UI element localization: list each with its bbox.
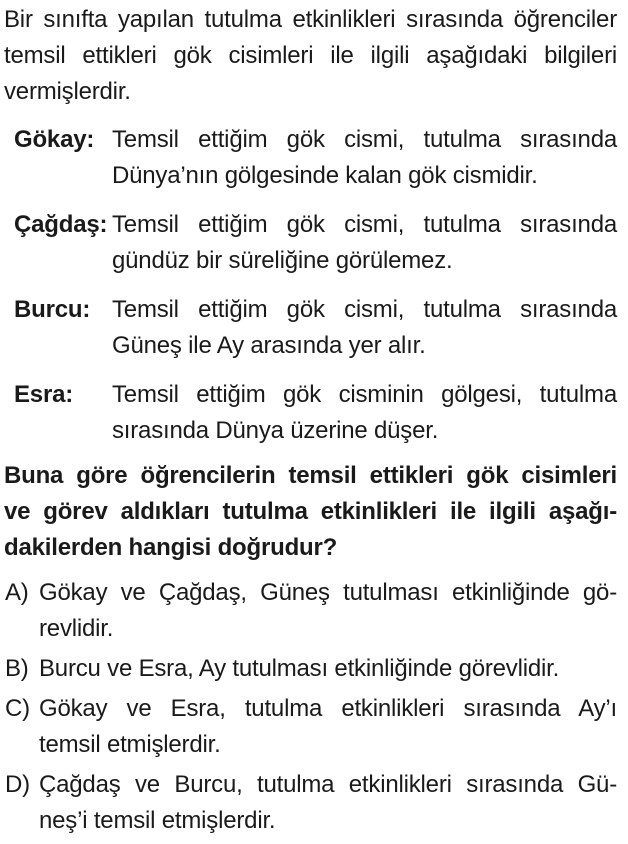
option-letter: A) [5,579,29,606]
option-text-line: Gökay ve Esra, tutulma etkinlikleri sırasında Ay’ı [39,695,617,722]
question-line: Buna göre öğrencilerin temsil ettikleri gök cisimleri [4,462,617,489]
intro-line: temsil ettikleri gök cisimleri ile ilgili aşağıdaki bilgileri [4,42,617,69]
statement-line: Temsil ettiğim gök cisminin gölgesi, tutulma [112,381,617,408]
statement-line: gündüz bir süreliğine görülemez. [112,247,453,274]
intro-line: vermişlerdir. [4,78,131,105]
statement-line: Temsil ettiğim gök cismi, tutulma sırasında [112,126,617,153]
statement-line: sırasında Dünya üzerine düşer. [112,417,439,444]
answer-options [4,575,617,839]
speaker-row-gokay [14,122,617,194]
speaker-name: Esra: [14,381,74,408]
option-text [39,691,617,763]
intro-paragraph [4,2,617,110]
option-text-line: revlidir. [39,615,114,642]
option-text [39,651,617,687]
speaker-row-cagdas [14,207,617,279]
statement-line: Güneş ile Ay arasında yer alır. [112,332,426,359]
option-text-line: Burcu ve Esra, Ay tutulması etkinliğinde görevlidir. [39,655,560,682]
speaker-row-burcu [14,292,617,364]
option-letter: D) [5,771,30,798]
question-line: ve görev aldıkları tutulma etkinlikleri ile ilgili aşağı- [4,498,617,525]
speaker-name: Burcu: [14,296,91,323]
option-d [5,767,617,839]
option-letter: C) [5,695,30,722]
option-text-line: Gökay ve Çağdaş, Güneş tutulması etkinliğinde gö- [39,579,617,606]
speaker-row-esra [14,377,617,449]
speaker-statement [112,122,617,194]
option-a [5,575,617,647]
question-paragraph [4,458,617,566]
speaker-statement [112,207,617,279]
question-line: dakilerden hangisi doğrudur? [4,534,338,561]
option-text-line: temsil etmişlerdir. [39,731,221,758]
option-text [39,575,617,647]
option-c [5,691,617,763]
statement-line: Temsil ettiğim gök cismi, tutulma sırasında [112,211,617,238]
speaker-statement [112,292,617,364]
option-letter: B) [5,655,29,682]
statement-line: Temsil ettiğim gök cismi, tutulma sırasında [112,296,617,323]
option-b [5,651,617,687]
option-text-line: neş’i temsil etmişlerdir. [39,807,276,834]
speaker-name: Gökay: [14,126,95,153]
speaker-name: Çağdaş: [14,211,108,238]
statement-line: Dünya’nın gölgesinde kalan gök cismidir. [112,162,538,189]
intro-line: Bir sınıfta yapılan tutulma etkinlikleri sırasında öğrenciler [4,6,617,33]
option-text-line: Çağdaş ve Burcu, tutulma etkinlikleri sırasında Gü- [39,771,617,798]
speaker-statement [112,377,617,449]
speaker-statements [4,122,617,449]
question-document [4,2,617,839]
option-text [39,767,617,839]
